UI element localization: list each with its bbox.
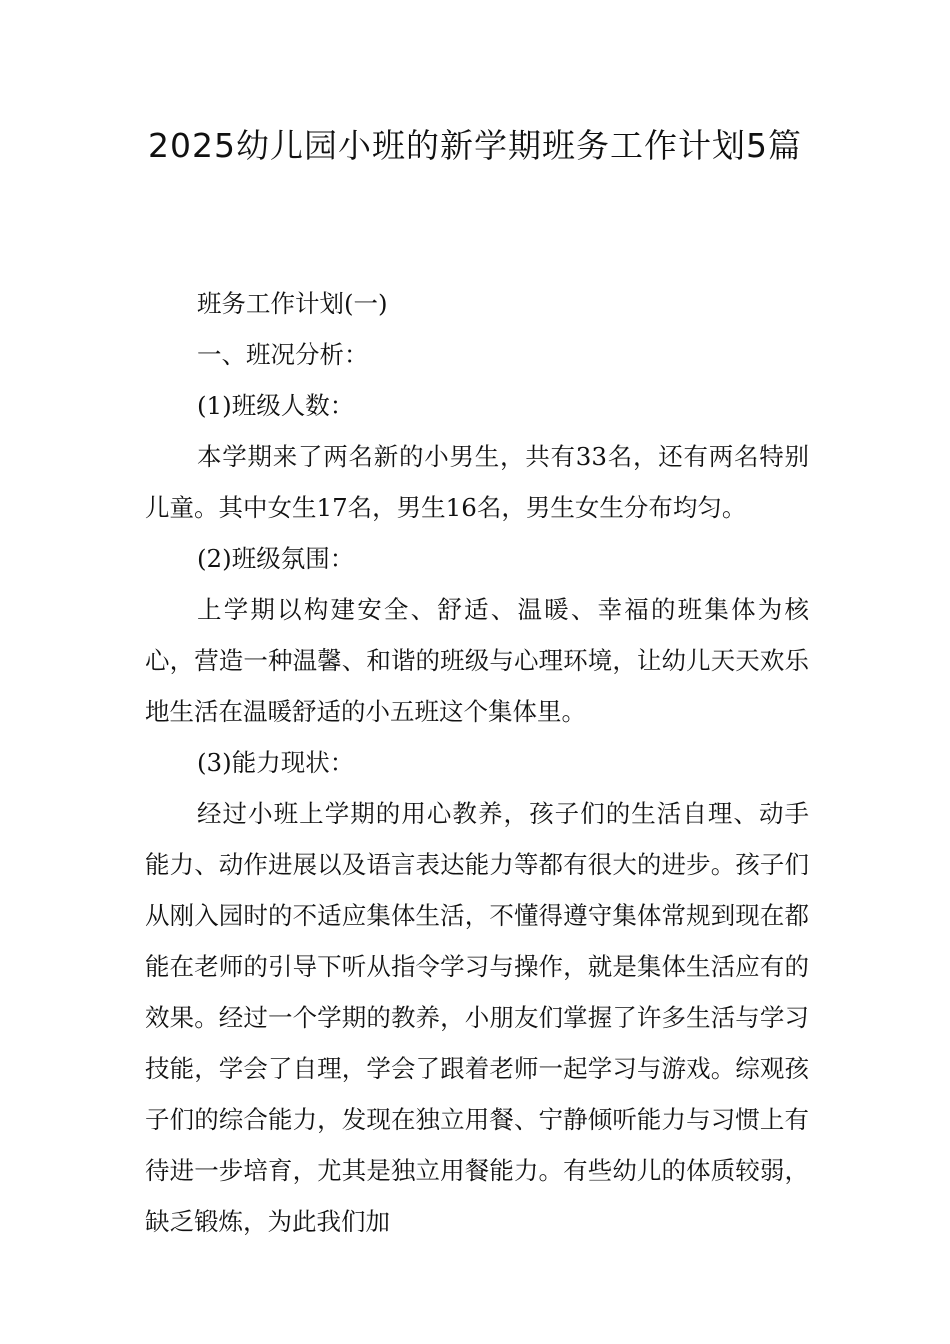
body-paragraph: 本学期来了两名新的小男生，共有33名，还有两名特别儿童。其中女生17名，男生16名，男生女生分布均匀。 xyxy=(145,442,809,522)
item-heading: (2)班级氛围： xyxy=(197,544,355,573)
section-heading: 班务工作计划(一) xyxy=(197,289,388,318)
body-paragraph: 经过小班上学期的用心教养，孩子们的生活自理、动手能力、动作进展以及语言表达能力等都有很大的进步。孩子们从刚入园时的不适应集体生活，不懂得遵守集体常规到现在都能在老师的引导下听从指令学习与操作，就是集体生活应有的效果。经过一个学期的教养，小朋友们掌握了许多生活与学习技能，学会了自理，学会了跟着老师一起学习与游戏。综观孩子们的综合能力，发现在独立用餐、宁静倾听能力与习惯上有待进一步培育，尤其是独立用餐能力。有些幼儿的体质较弱，缺乏锻炼，为此我们加 xyxy=(145,799,809,1236)
document-body xyxy=(145,278,809,1247)
body-paragraph: 上学期以构建安全、舒适、温暖、幸福的班集体为核心，营造一种温馨、和谐的班级与心理环境，让幼儿天天欢乐地生活在温暖舒适的小五班这个集体里。 xyxy=(145,595,809,726)
document-title: 2025幼儿园小班的新学期班务工作计划5篇 xyxy=(148,126,802,165)
subsection-heading: 一、班况分析： xyxy=(197,340,369,369)
item-heading: (1)班级人数： xyxy=(197,391,355,420)
item-heading: (3)能力现状： xyxy=(197,748,355,777)
